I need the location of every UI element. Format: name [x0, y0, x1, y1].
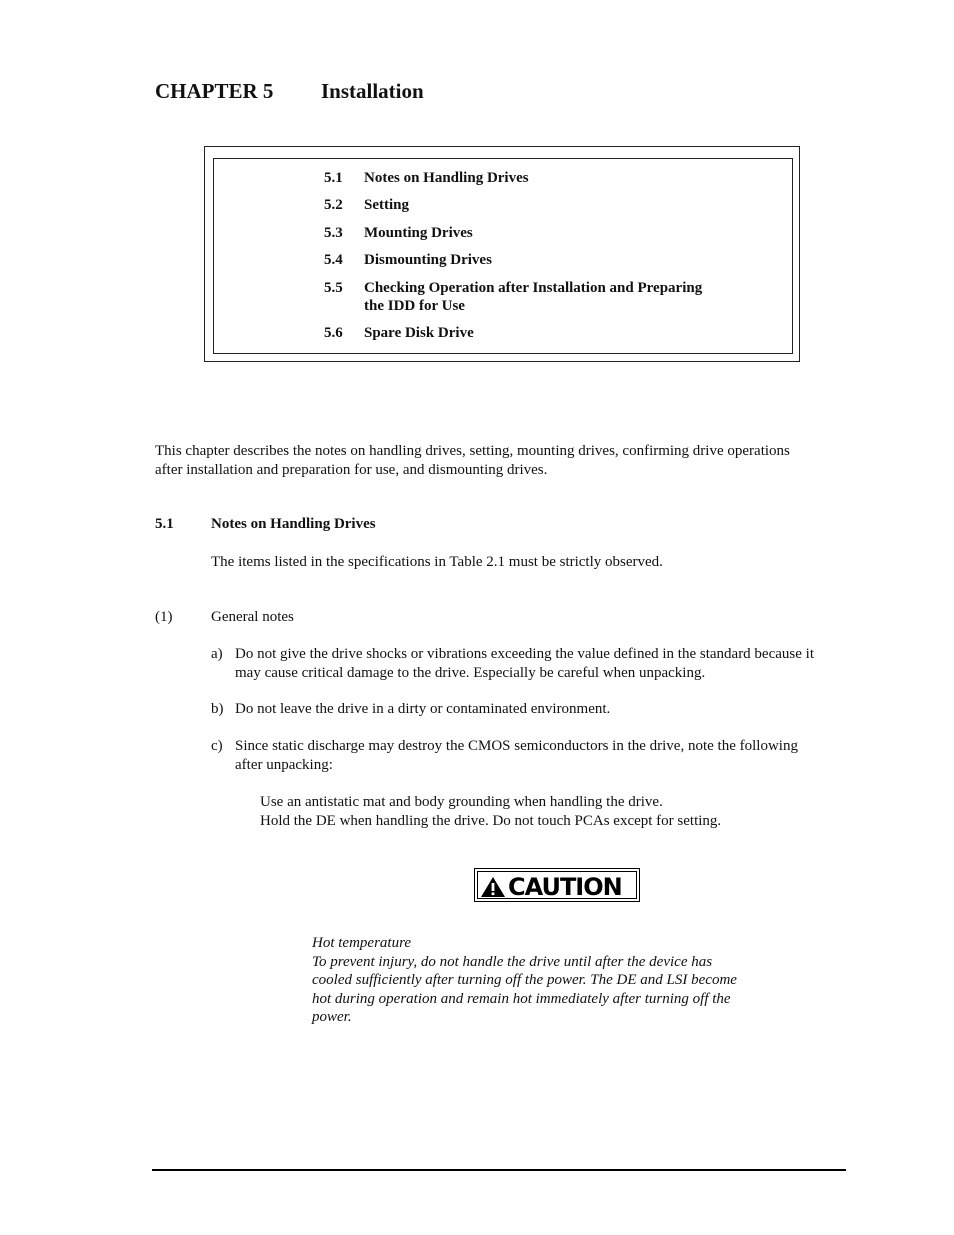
list-item-marker: b) — [211, 701, 224, 717]
caution-badge-frame — [477, 871, 637, 899]
section-number: 5.1 — [155, 516, 174, 532]
intro-line: after installation and preparation for use, and dismounting drives. — [155, 462, 548, 478]
caution-message — [312, 934, 772, 1027]
toc-entry-number: 5.2 — [324, 197, 343, 213]
subsection-title: General notes — [211, 609, 294, 625]
toc-entry-number: 5.1 — [324, 170, 343, 186]
list-item-line: Do not give the drive shocks or vibrations exceeding the value defined in the standard because it — [235, 646, 814, 662]
toc-entry-label-line1: Checking Operation after Installation and Preparing — [364, 280, 703, 296]
list-item — [235, 700, 839, 719]
list-item-marker: c) — [211, 738, 223, 754]
list-item-line: Do not leave the drive in a dirty or contaminated environment. — [235, 701, 611, 717]
caution-line: hot during operation and remain hot immediately after turning off the — [312, 990, 731, 1007]
chapter-heading — [155, 79, 424, 104]
note-line: Use an antistatic mat and body grounding when handling the drive. — [260, 794, 663, 810]
list-item-marker: a) — [211, 646, 223, 662]
toc-entry-label: Mounting Drives — [364, 225, 473, 241]
note-line: Hold the DE when handling the drive. Do not touch PCAs except for setting. — [260, 813, 722, 829]
toc-entry-label: Spare Disk Drive — [364, 325, 474, 341]
toc-entry-label-line2: the IDD for Use — [364, 298, 465, 314]
toc-box — [204, 146, 800, 362]
caution-line: power. — [312, 1009, 352, 1025]
caution-badge — [474, 868, 640, 902]
list-item-line: may cause critical damage to the drive. Especially be careful when unpacking. — [235, 665, 706, 681]
subsection-number: (1) — [155, 609, 173, 625]
chapter-name: Installation — [321, 79, 424, 103]
toc-entry-number: 5.5 — [324, 280, 343, 296]
footer-rule — [152, 1169, 846, 1171]
section-title: Notes on Handling Drives — [211, 516, 376, 532]
warning-triangle-icon — [480, 876, 506, 898]
toc-entry-number: 5.4 — [324, 252, 343, 268]
toc-entry-number: 5.3 — [324, 225, 343, 241]
caution-label: CAUTION — [508, 873, 622, 901]
toc-entry-number: 5.6 — [324, 325, 343, 341]
caution-heading: Hot temperature — [312, 935, 412, 951]
list-item-line: after unpacking: — [235, 757, 333, 773]
toc-entry-label: Setting — [364, 197, 409, 213]
list-item-line: Since static discharge may destroy the CMOS semiconductors in the drive, note the following — [235, 738, 798, 754]
section-paragraph: The items listed in the specifications in Table 2.1 must be strictly observed. — [211, 554, 663, 570]
caution-line: To prevent injury, do not handle the drive until after the device has — [312, 953, 713, 970]
caution-line: cooled sufficiently after turning off the power. The DE and LSI become — [312, 972, 737, 988]
toc-inner-frame — [213, 158, 793, 354]
intro-line: This chapter describes the notes on handling drives, setting, mounting drives, confirming drive operations — [155, 443, 790, 459]
intro-paragraph — [155, 442, 835, 480]
toc-entry-label: Dismounting Drives — [364, 252, 492, 268]
toc-entry-label: Notes on Handling Drives — [364, 170, 529, 186]
list-item — [235, 737, 839, 775]
chapter-number: CHAPTER 5 — [155, 79, 274, 103]
list-item — [235, 645, 839, 683]
